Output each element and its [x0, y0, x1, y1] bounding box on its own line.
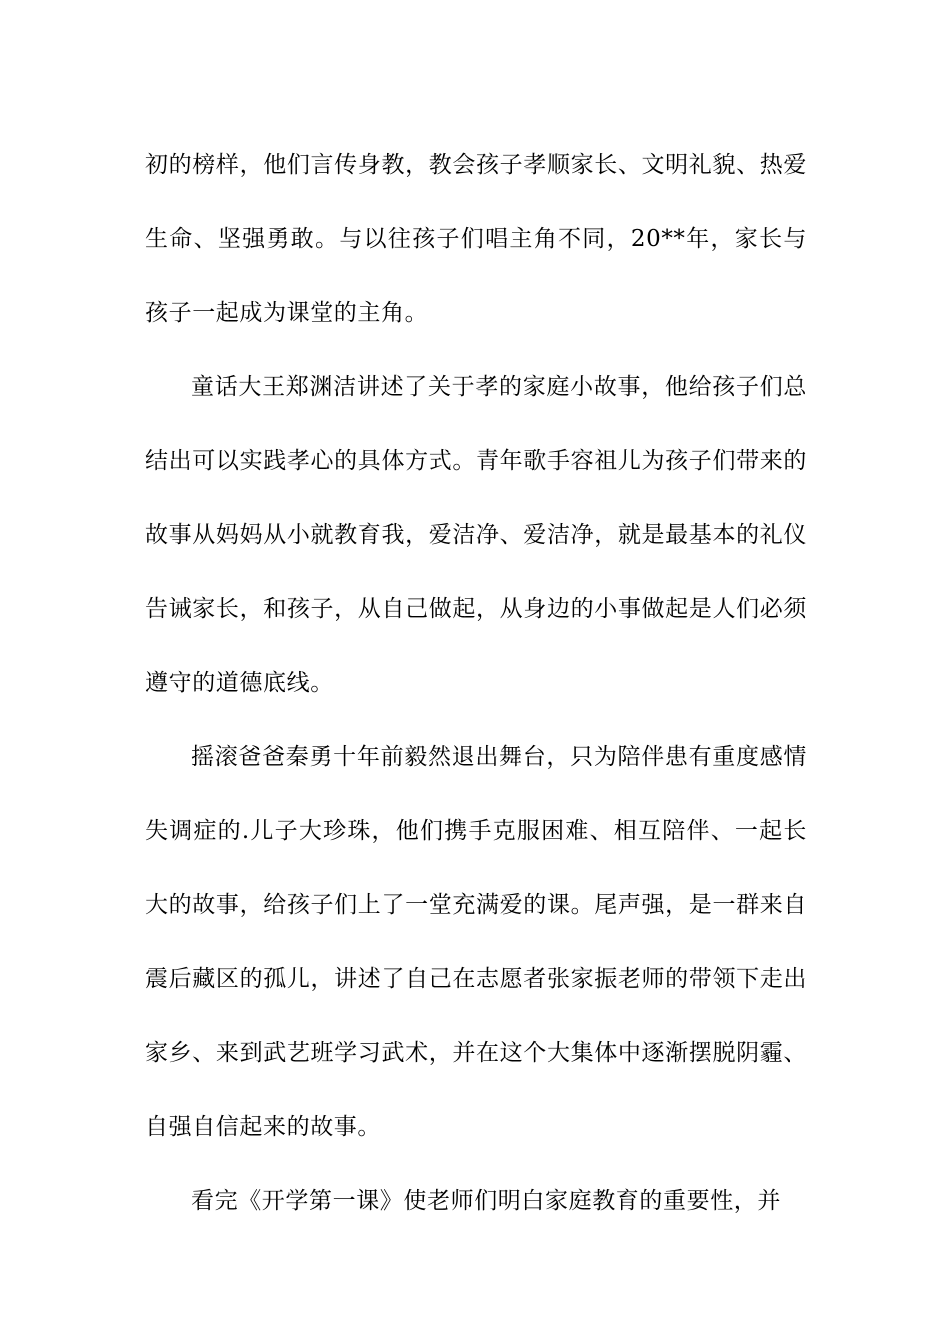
document-body [145, 128, 807, 1238]
paragraph-3: 摇滚爸爸秦勇十年前毅然退出舞台，只为陪伴患有重度感情失调症的.儿子大珍珠，他们携手克服困难、相互陪伴、一起长大的故事，给孩子们上了一堂充满爱的课。尾声强，是一群来自震后藏区的孤儿，讲述了自己在志愿者张家振老师的带领下走出家乡、来到武艺班学习武术，并在这个大集体中逐渐摆脱阴霾、自强自信起来的故事。 [145, 744, 807, 1140]
paragraph-4: 看完《开学第一课》使老师们明白家庭教育的重要性，并 [191, 1188, 781, 1214]
paragraph-1: 初的榜样，他们言传身教，教会孩子孝顺家长、文明礼貌、热爱生命、坚强勇敢。与以往孩子们唱主角不同，20**年，家长与孩子一起成为课堂的主角。 [145, 152, 807, 326]
paragraph-2: 童话大王郑渊洁讲述了关于孝的家庭小故事，他给孩子们总结出可以实践孝心的具体方式。青年歌手容祖儿为孩子们带来的故事从妈妈从小就教育我，爱洁净、爱洁净，就是最基本的礼仪告诫家长，和孩子，从自己做起，从身边的小事做起是人们必须遵守的道德底线。 [145, 374, 807, 696]
